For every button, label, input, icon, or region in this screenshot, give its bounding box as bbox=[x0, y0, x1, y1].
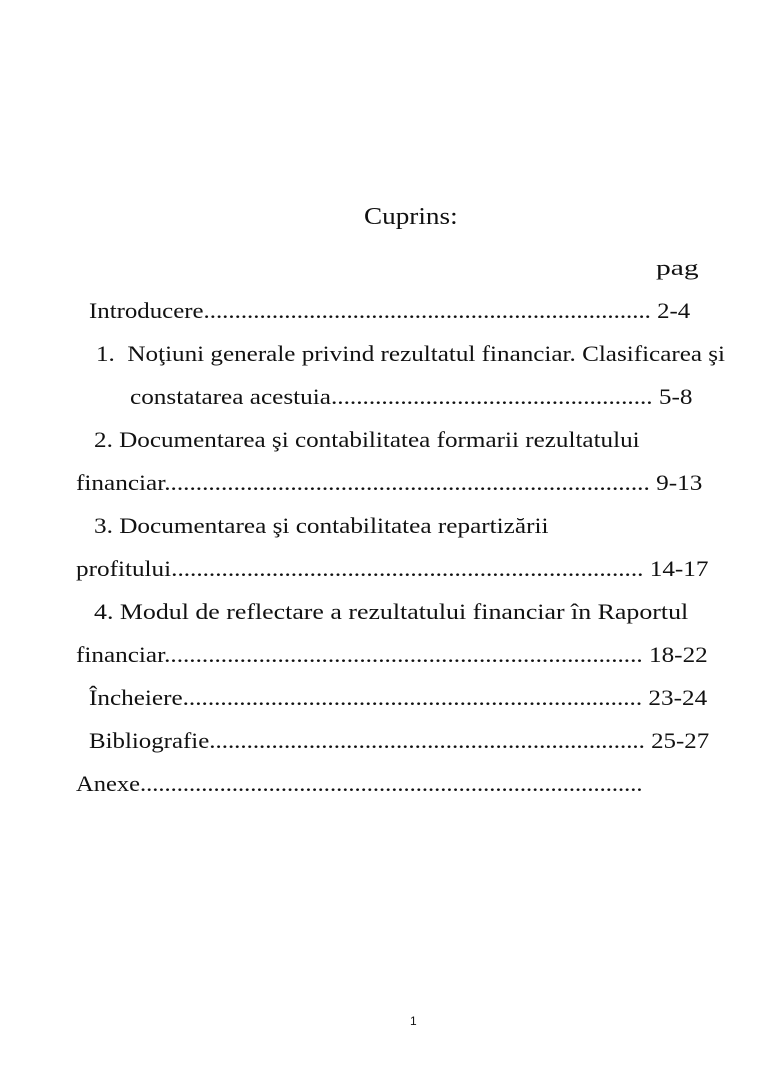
toc-entry-4-line-2: financiar............................................................................ 18-22 bbox=[76, 642, 708, 667]
toc-entry-3-line-2: profitului........................................................................... 14-17 bbox=[76, 556, 709, 581]
toc-title: Cuprins: bbox=[364, 204, 458, 230]
toc-page-column-header: pag bbox=[656, 255, 699, 280]
toc-entry-bibliografie: Bibliografie...................................................................... 25-27 bbox=[89, 728, 710, 753]
toc-entry-2-line-2: financiar............................................................................. 9-13 bbox=[76, 470, 703, 495]
toc-entry-incheiere: Încheiere......................................................................... 23-24 bbox=[89, 685, 708, 710]
toc-entry-3-line-1: 3. Documentarea şi contabilitatea repartizării bbox=[94, 513, 549, 538]
page-number: 1 bbox=[410, 1014, 417, 1028]
toc-entry-introducere: Introducere........................................................................ 2-4 bbox=[89, 298, 691, 323]
toc-entry-anexe: Anexe.................................................................................. bbox=[76, 771, 643, 796]
toc-entry-2-line-1: 2. Documentarea şi contabilitatea formarii rezultatului bbox=[94, 427, 640, 452]
toc-entry-1-line-2: constatarea acestuia................................................... 5-8 bbox=[130, 384, 693, 409]
toc-entry-1-line-1: 1. Noţiuni generale privind rezultatul financiar. Clasificarea şi bbox=[96, 341, 726, 366]
toc-entry-4-line-1: 4. Modul de reflectare a rezultatului financiar în Raportul bbox=[94, 599, 689, 624]
